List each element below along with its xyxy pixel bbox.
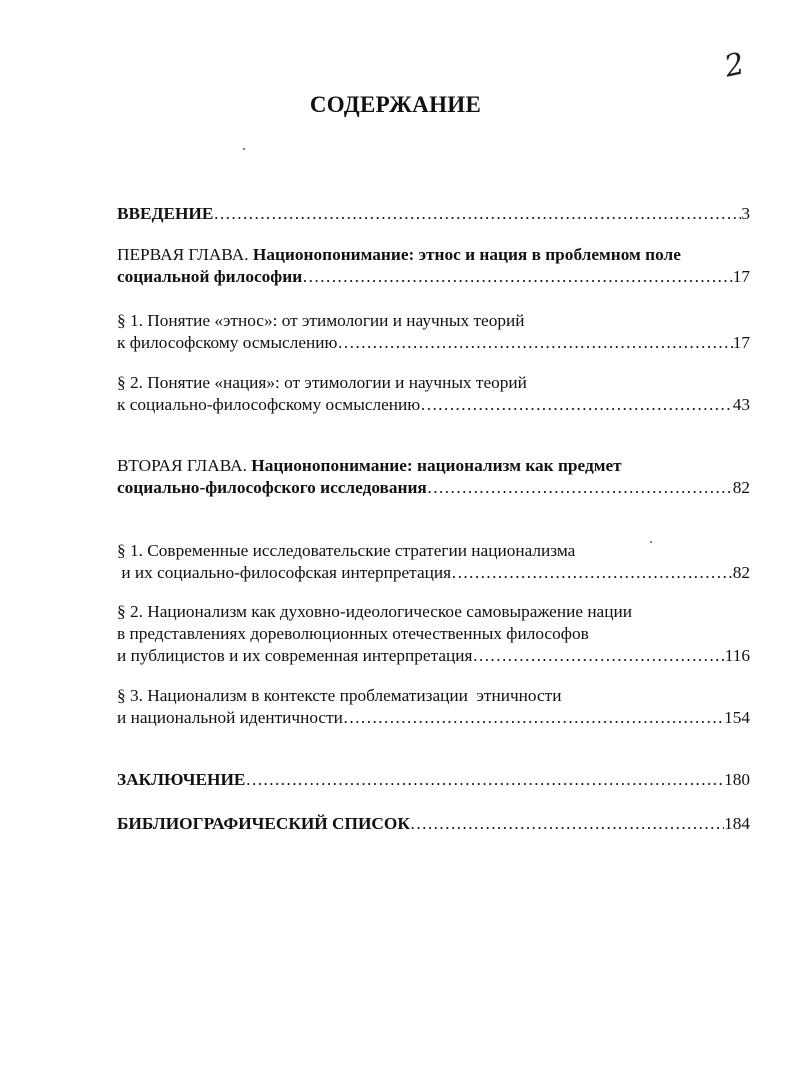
chapter-prefix: ПЕРВАЯ ГЛАВА. xyxy=(117,245,249,264)
section-title-line: § 1. Понятие «этнос»: от этимологии и научных теорий xyxy=(117,311,525,330)
toc-page-number: 184 xyxy=(724,814,750,833)
toc-leader xyxy=(420,394,733,416)
toc-leader xyxy=(302,266,733,288)
scan-speck xyxy=(243,148,245,150)
toc-page-number: 82 xyxy=(732,478,750,497)
toc-entry-label: БИБЛИОГРАФИЧЕСКИЙ СПИСОК xyxy=(117,814,410,833)
toc-entry-ch2-section-2[interactable] xyxy=(117,601,750,667)
toc-page-number: 154 xyxy=(724,708,750,727)
section-title-line: § 1. Современные исследовательские стратегии национализма xyxy=(117,541,576,560)
toc-entry-ch2-section-1[interactable] xyxy=(117,540,750,584)
section-title-line: и их социально-философская интерпретация xyxy=(117,563,452,582)
toc-page-number: 43 xyxy=(732,395,750,414)
section-title-line: к философскому осмыслению xyxy=(117,333,338,352)
section-title-line: и публицистов и их современная интерпретация xyxy=(117,646,473,665)
section-title-line: и национальной идентичности xyxy=(117,708,343,727)
toc-entry-chapter-2[interactable] xyxy=(117,455,750,499)
toc-entry-conclusion[interactable] xyxy=(117,769,750,791)
section-title-line: § 2. Национализм как духовно-идеологическое самовыражение нации xyxy=(117,602,632,621)
toc-entry-label: ЗАКЛЮЧЕНИЕ xyxy=(117,770,246,789)
chapter-title-line: социальной философии xyxy=(117,267,303,286)
toc-page-number: 3 xyxy=(741,204,750,223)
toc-leader xyxy=(451,562,733,584)
toc-entry-label: ВВЕДЕНИЕ xyxy=(117,204,214,223)
toc-leader xyxy=(410,813,724,835)
section-title-line: к социально-философскому осмыслению xyxy=(117,395,421,414)
toc-page-number: 180 xyxy=(724,770,750,789)
toc-leader xyxy=(427,477,733,499)
toc-entry-intro[interactable] xyxy=(117,203,750,225)
toc-leader xyxy=(245,769,724,791)
toc-page-number: 116 xyxy=(724,646,750,665)
section-title-line: § 3. Национализм в контексте проблематизации этничности xyxy=(117,686,562,705)
page-title: СОДЕРЖАНИЕ xyxy=(309,92,482,117)
chapter-prefix: ВТОРАЯ ГЛАВА. xyxy=(117,456,247,475)
chapter-title-line: Национопонимание: этнос и нация в проблемном поле xyxy=(252,245,681,264)
toc-entry-chapter-1[interactable] xyxy=(117,244,750,288)
toc-entry-ch2-section-3[interactable] xyxy=(117,685,750,729)
toc-page-number: 82 xyxy=(732,563,750,582)
toc-entry-ch1-section-2[interactable] xyxy=(117,372,750,416)
handwritten-page-number: 2 xyxy=(721,46,748,85)
section-title-line: в представлениях дореволюционных отечественных философов xyxy=(117,624,589,643)
toc-page-number: 17 xyxy=(732,333,750,352)
section-title-line: § 2. Понятие «нация»: от этимологии и научных теорий xyxy=(117,373,527,392)
toc-entry-bibliography[interactable] xyxy=(117,813,750,835)
toc-page-number: 17 xyxy=(732,267,750,286)
chapter-title-line: социально-философского исследования xyxy=(117,478,427,497)
toc-leader xyxy=(343,707,724,729)
toc-leader xyxy=(472,645,724,667)
toc-leader xyxy=(213,203,741,225)
toc-leader xyxy=(337,332,732,354)
toc-entry-ch1-section-1[interactable] xyxy=(117,310,750,354)
chapter-title-line: Национопонимание: национализм как предмет xyxy=(251,456,622,475)
